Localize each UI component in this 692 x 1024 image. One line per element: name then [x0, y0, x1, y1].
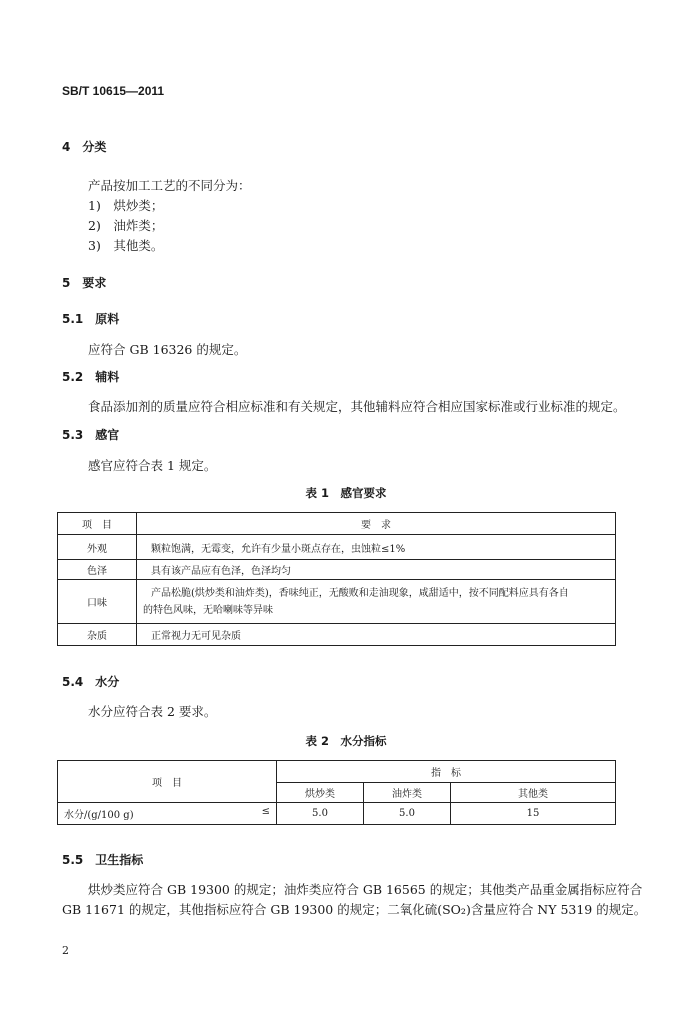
table-header-column: 其他类: [451, 783, 616, 803]
moisture-index-table: [57, 760, 616, 825]
table-header-item: 项 目: [58, 761, 277, 803]
table-2-caption: 表 2 水分指标: [305, 734, 387, 748]
table-row: [58, 624, 616, 646]
table-1-caption: 表 1 感官要求: [305, 486, 387, 500]
table-cell-item: 杂质: [58, 624, 137, 646]
table-cell-requirement: 正常视力无可见杂质: [137, 624, 616, 646]
row-label-symbol: ≤: [261, 806, 270, 817]
section-5-5-line-2: GB 11671 的规定，其他指标应符合 GB 19300 的规定；二氧化硫(SO₂)含量应符合 NY 5319 的规定。: [62, 902, 647, 917]
table-cell-value: 15: [451, 803, 616, 825]
section-5-2-text: 食品添加剂的质量应符合相应标准和有关规定，其他辅料应符合相应国家标准或行业标准的规定。: [88, 399, 626, 414]
table-row: [58, 803, 616, 825]
section-5-3-text: 感官应符合表 1 规定。: [88, 458, 217, 473]
table-cell-requirement: 具有该产品应有色泽，色泽均匀: [137, 560, 616, 580]
table-header-row: [58, 513, 616, 535]
table-row: [58, 580, 616, 624]
document-number: SB/T 10615—2011: [62, 84, 165, 98]
section-4-intro: 产品按加工工艺的不同分为：: [88, 178, 251, 193]
table-cell-item: 色泽: [58, 560, 137, 580]
table-row: [58, 535, 616, 560]
section-5-2-heading: 5.2 辅料: [62, 370, 120, 384]
table-cell-item: 口味: [58, 580, 137, 624]
requirement-line-2: 的特色风味，无哈喇味等异味: [143, 604, 273, 616]
section-5-5-heading: 5.5 卫生指标: [62, 853, 144, 867]
page-number: 2: [62, 944, 69, 957]
section-4-heading: 4 分类: [62, 140, 107, 154]
table-header-row: [58, 761, 616, 783]
list-item: 2) 油炸类；: [88, 218, 164, 233]
table-header-requirement: 要 求: [137, 513, 616, 535]
section-5-1-heading: 5.1 原料: [62, 312, 120, 326]
table-cell-value: 5.0: [277, 803, 364, 825]
row-label-text: 水分/(g/100 g): [64, 810, 134, 821]
table-row-label: [58, 803, 277, 825]
table-cell-item: 外观: [58, 535, 137, 560]
list-item: 3) 其他类。: [88, 238, 164, 253]
table-cell-requirement: [137, 580, 616, 624]
table-header-index: 指 标: [277, 761, 616, 783]
requirement-line-1: 产品松脆(烘炒类和油炸类)，香味纯正，无酸败和走油现象，咸甜适中，按不同配料应具有各自: [151, 587, 569, 599]
table-cell-value: 5.0: [364, 803, 451, 825]
section-5-5-line-1: 烘炒类应符合 GB 19300 的规定；油炸类应符合 GB 16565 的规定；其他类产品重金属指标应符合: [88, 882, 643, 897]
section-5-4-heading: 5.4 水分: [62, 675, 120, 689]
list-item: 1) 烘炒类；: [88, 198, 164, 213]
section-5-3-heading: 5.3 感官: [62, 428, 120, 442]
table-header-column: 油炸类: [364, 783, 451, 803]
section-5-1-text: 应符合 GB 16326 的规定。: [88, 342, 247, 357]
table-header-column: 烘炒类: [277, 783, 364, 803]
section-5-heading: 5 要求: [62, 276, 107, 290]
section-5-4-text: 水分应符合表 2 要求。: [88, 704, 217, 719]
table-cell-requirement: 颗粒饱满，无霉变，允许有少量小斑点存在，虫蚀粒≤1%: [137, 535, 616, 560]
sensory-requirements-table: [57, 512, 616, 646]
table-header-item: 项 目: [58, 513, 137, 535]
table-row: [58, 560, 616, 580]
